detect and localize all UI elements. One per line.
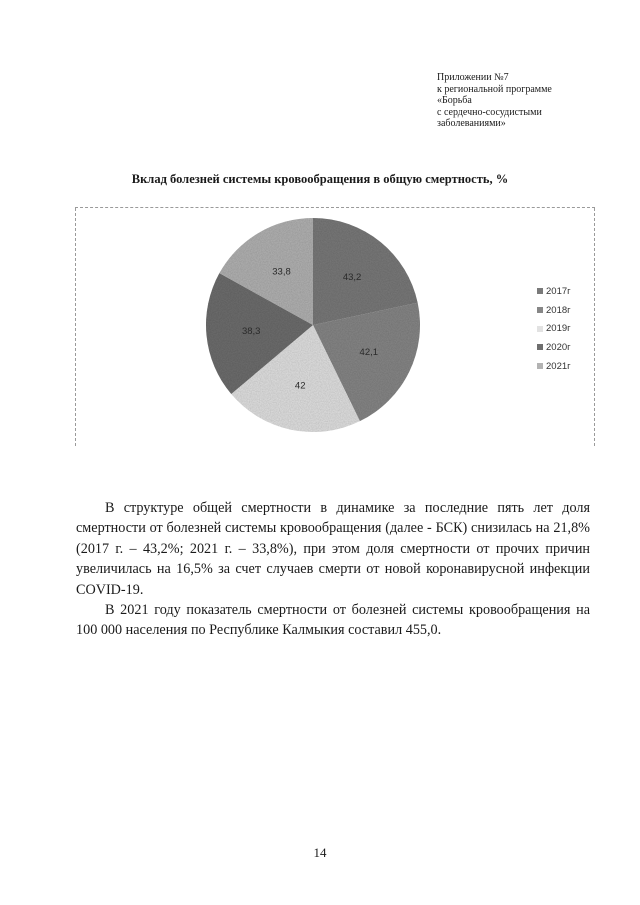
- legend-item-2018: [537, 301, 571, 320]
- appendix-line: с сердечно-сосудистыми: [437, 106, 542, 118]
- legend-swatch: [537, 363, 543, 369]
- legend-label: 2021г: [546, 360, 571, 372]
- legend-swatch: [537, 344, 543, 350]
- pie-data-label: 42,1: [359, 347, 379, 359]
- legend-label: 2020г: [546, 341, 571, 353]
- chart-legend: [537, 282, 571, 375]
- appendix-header: [437, 72, 617, 130]
- appendix-line: «Борьба: [437, 95, 472, 106]
- legend-swatch: [537, 288, 543, 294]
- appendix-line: к региональной программе: [437, 83, 552, 95]
- pie-data-label: 33,8: [272, 266, 291, 278]
- chart-title: Вклад болезней системы кровообращения в общую смертность, %: [131, 172, 509, 186]
- legend-label: 2017г: [546, 285, 571, 297]
- pie-data-label: 43,2: [342, 271, 362, 283]
- page-number: 14: [313, 845, 327, 860]
- pie-chart: [75, 207, 535, 445]
- legend-item-2017: [537, 282, 571, 301]
- legend-label: 2018г: [546, 304, 571, 316]
- paragraph: В структуре общей смертности в динамике за последние пять лет доля смертности от болезней системы кровообращения (далее - БСК) снизилась на 21,8% (2017 г. – 43,2%; 2021 г. – 33,8%), при этом доля смертности от прочих причин увеличилась на 16,5% за счет случаев смерти от новой коронавирусной инфекции COVID-19.: [76, 500, 590, 598]
- appendix-line: Приложении №7: [437, 72, 509, 83]
- legend-label: 2019г: [546, 323, 571, 335]
- pie-data-label: 38,3: [241, 326, 261, 338]
- appendix-line: заболеваниями»: [437, 118, 506, 129]
- legend-item-2021: [537, 357, 571, 376]
- body-text: [76, 498, 590, 641]
- paragraph: В 2021 году показатель смертности от болезней системы кровообращения на 100 000 населения по Республике Калмыкия составил 455,0.: [76, 602, 590, 639]
- legend-swatch: [537, 307, 543, 313]
- legend-item-2020: [537, 338, 571, 357]
- pie-data-label: 42: [294, 380, 306, 392]
- legend-swatch: [537, 326, 543, 332]
- legend-item-2019: [537, 319, 571, 338]
